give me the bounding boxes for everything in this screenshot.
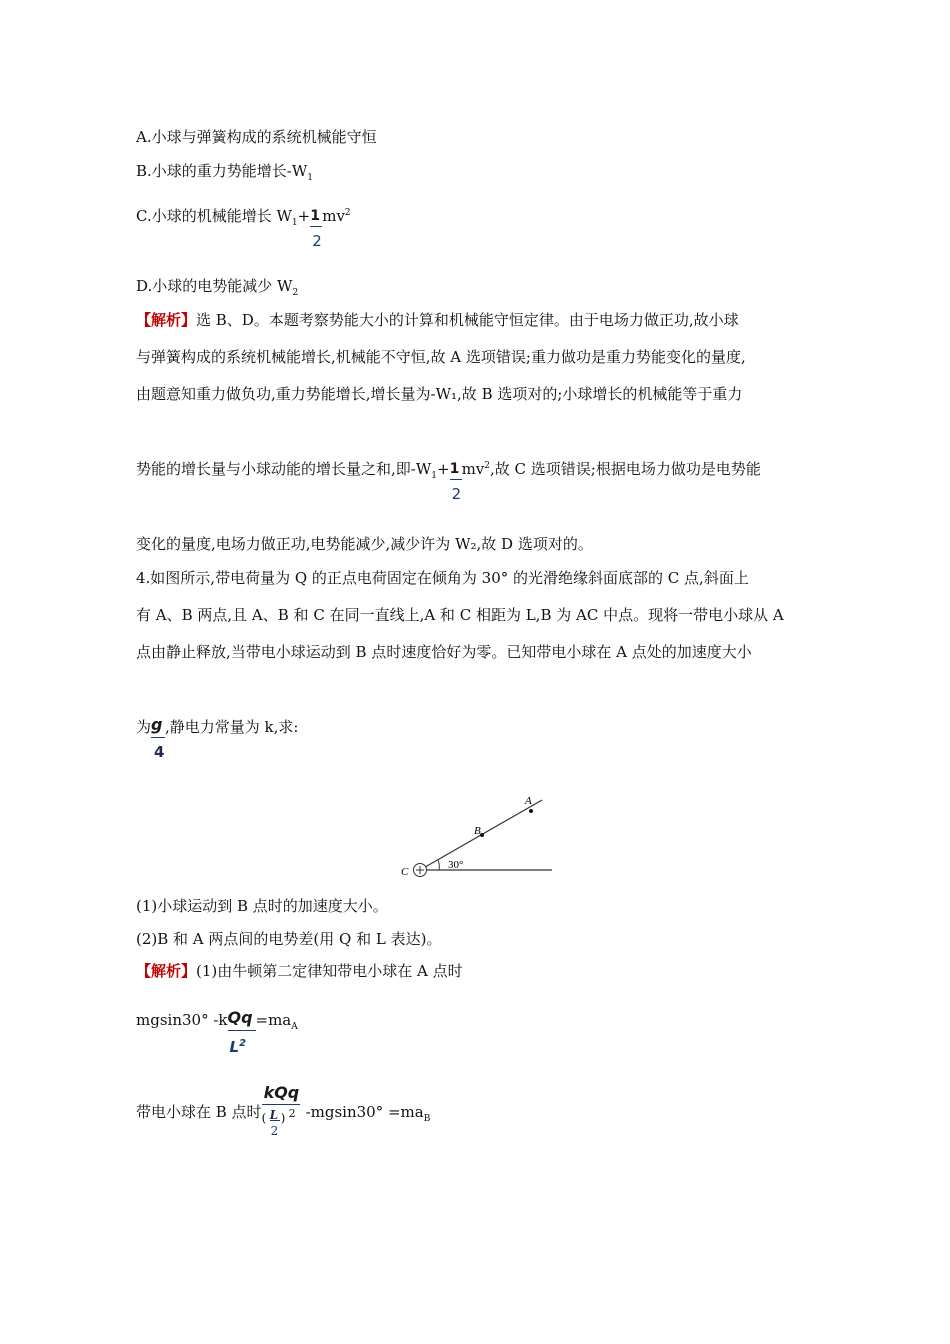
option-d: [136, 276, 298, 296]
analysis1-line4-fraction-den: 2: [451, 485, 462, 503]
option-c-plus: +: [297, 207, 311, 225]
eq1-sub: A: [291, 1022, 298, 1032]
eq2-fraction-num: kQq: [263, 1083, 300, 1102]
option-b: [136, 161, 313, 181]
analysis1-line4-sup: 2: [484, 461, 491, 471]
analysis2-tag: 【解析】: [136, 962, 197, 980]
option-c-sub: 1: [291, 218, 298, 228]
point-a-dot: [529, 809, 533, 813]
question4-fraction-num: g: [151, 715, 163, 734]
analysis2-line1-text: (1)由牛顿第二定律知带电小球在 A 点时: [196, 962, 463, 980]
equation-1: [136, 1008, 298, 1056]
angle-arc: [438, 860, 439, 870]
incline-figure: [390, 790, 560, 882]
eq2-den-close: ): [280, 1111, 286, 1125]
eq2-pre: 带电小球在 B 点时: [136, 1103, 262, 1121]
option-c-text: C.小球的机械能增长 W: [136, 207, 292, 225]
eq2-sub: B: [423, 1114, 431, 1124]
eq1-pre: mgsin30° -k: [136, 1011, 228, 1029]
question4-line4-post: ,静电力常量为 k,求:: [165, 718, 299, 736]
option-c-fraction-den: 2: [312, 232, 322, 250]
analysis1-line4-fraction-num: 1: [449, 461, 460, 477]
analysis1-line1: [136, 310, 739, 330]
eq2-fraction: [261, 1083, 306, 1138]
eq2-den-inner-num: L: [269, 1108, 278, 1122]
eq2-den-inner-den: 2: [270, 1124, 279, 1138]
angle-label: 30°: [448, 859, 464, 871]
analysis1-line4-pre: 势能的增长量与小球动能的增长量之和,即-W: [136, 460, 432, 478]
analysis1-line2: 与弹簧构成的系统机械能增长,机械能不守恒,故 A 选项错误;重力做功是重力势能变化的量度,: [136, 348, 746, 366]
question4-fraction: [151, 715, 165, 761]
equation-2: [136, 1083, 431, 1138]
label-b: B: [474, 825, 481, 837]
question4-line4-pre: 为: [136, 718, 152, 736]
option-d-text: D.小球的电势能减少 W: [136, 277, 293, 295]
eq2-post: -mgsin30° =ma: [305, 1103, 424, 1121]
subquestion-1: (1)小球运动到 B 点时的加速度大小。: [136, 897, 388, 915]
eq1-den-letter: L: [229, 1038, 240, 1056]
eq1-den-sup: 2: [239, 1038, 247, 1049]
analysis1-tag: 【解析】: [136, 311, 197, 329]
question4-line1: 4.如图所示,带电荷量为 Q 的正点电荷固定在倾角为 30° 的光滑绝缘斜面底部的 C 点,斜面上: [136, 569, 749, 587]
option-b-text: B.小球的重力势能增长-W: [136, 162, 308, 180]
eq1-fraction-num: Qq: [227, 1008, 253, 1027]
analysis1-line3: 由题意知重力做负功,重力势能增长,增长量为-W₁,故 B 选项对的;小球增长的机械能等于重力: [136, 385, 743, 403]
option-b-sub: 1: [307, 173, 314, 183]
option-d-sub: 2: [292, 288, 299, 298]
option-a: A.小球与弹簧构成的系统机械能守恒: [136, 128, 377, 146]
eq1-post: =ma: [255, 1011, 292, 1029]
analysis1-line4: [136, 459, 761, 503]
subquestion-2: (2)B 和 A 两点间的电势差(用 Q 和 L 表达)。: [136, 930, 442, 948]
eq1-fraction: [227, 1008, 256, 1056]
analysis1-line4-mv: mv: [461, 460, 485, 478]
question4-fraction-den: 4: [154, 743, 165, 761]
eq1-fraction-den: [230, 1034, 247, 1057]
eq2-den-open: (: [261, 1111, 267, 1125]
option-c-fraction: [310, 206, 322, 250]
question4-line2: 有 A、B 两点,且 A、B 和 C 在同一直线上,A 和 C 相距为 L,B 为 AC 中点。现将一带电小球从 A: [136, 606, 784, 624]
analysis1-line1-text: 选 B、D。本题考察势能大小的计算和机械能守恒定律。由于电场力做正功,故小球: [196, 311, 739, 329]
question4-line4: [136, 715, 299, 761]
label-c: C: [401, 866, 409, 878]
analysis1-line4-plus: +: [437, 460, 450, 478]
analysis1-line4-fraction: [449, 459, 462, 503]
eq2-den-sup: 2: [288, 1107, 296, 1120]
option-c-sup: 2: [344, 208, 351, 218]
label-a: A: [525, 795, 532, 807]
analysis1-line4-post: ,故 C 选项错误;根据电场力做功是电势能: [490, 460, 761, 478]
option-c-tail: mv: [322, 207, 345, 225]
option-c-fraction-num: 1: [310, 208, 320, 224]
option-c: [136, 206, 351, 250]
question4-line3: 点由静止释放,当带电小球运动到 B 点时速度恰好为零。已知带电小球在 A 点处的加速度大小: [136, 643, 752, 661]
analysis1-line4-sub: 1: [431, 471, 437, 481]
analysis1-line5: 变化的量度,电场力做正功,电势能减少,减少许为 W₂,故 D 选项对的。: [136, 535, 593, 553]
analysis2-line1: [136, 961, 463, 981]
